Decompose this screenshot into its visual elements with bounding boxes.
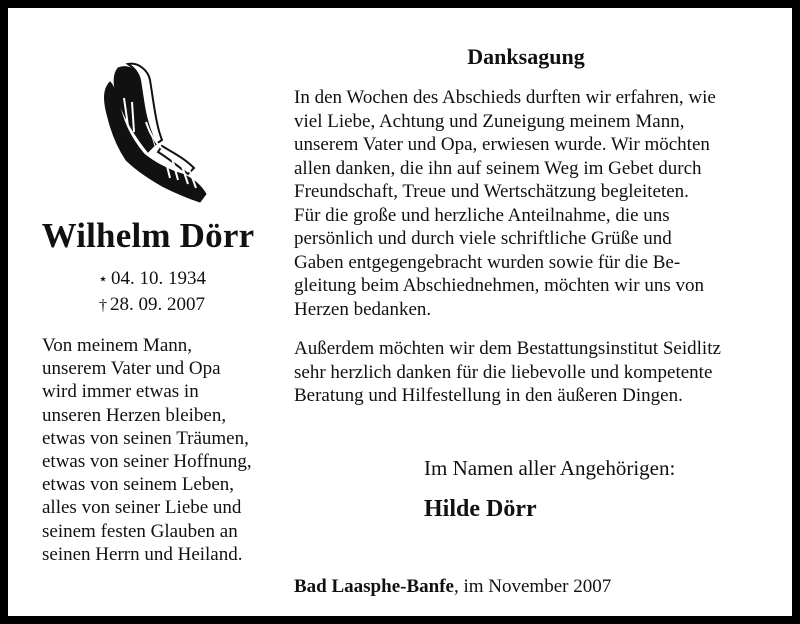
paragraph-line: Gaben entgegengebracht wurden sowie für die Be- (294, 251, 681, 273)
poem-line: etwas von seinen Träumen, (42, 427, 249, 449)
birth-date-row (28, 266, 276, 292)
paragraph-line: In den Wochen des Abschieds durften wir erfahren, wie (294, 87, 716, 108)
poem-line: wird immer etwas in (42, 381, 199, 403)
life-dates (28, 266, 276, 318)
star-icon: ⋆ (97, 271, 108, 288)
paragraph-line: Außerdem möchten wir dem Bestattungsinstitut Seidlitz (294, 338, 721, 359)
place-date-line (294, 576, 611, 598)
thanks-heading: Danksagung (467, 44, 585, 69)
praying-hands-icon (88, 62, 210, 204)
signer-name: Hilde Dörr (424, 496, 537, 522)
poem-line: etwas von seinem Leben, (42, 474, 235, 496)
poem-line: alles von seiner Liebe und (42, 497, 242, 519)
poem-line: seinen Herrn und Heiland. (42, 543, 243, 565)
paragraph-line: Freundschaft, Treue und Wertschätzung begleiteten. (294, 181, 689, 202)
paragraph-line: gleitung beim Abschiednehmen, möchten wir uns von (294, 275, 705, 296)
poem-line: seinem festen Glauben an (42, 520, 238, 542)
paragraph-line: allen danken, die ihn auf seinem Weg im Gebet durch (294, 157, 702, 179)
death-date-row (28, 292, 276, 318)
paragraph-line: Beratung und Hilfestellung in den äußeren Dingen. (294, 385, 683, 406)
poem-line: Von meinem Mann, (42, 335, 193, 356)
closing-line: Im Namen aller Angehörigen: (424, 456, 676, 480)
thanks-paragraph-2 (294, 337, 774, 408)
paragraph-line: viel Liebe, Achtung und Zuneigung meinem Mann, (294, 110, 685, 132)
thanks-paragraph-1 (294, 86, 774, 321)
notice-date: , im November 2007 (453, 576, 612, 597)
deceased-name: Wilhelm Dörr (41, 216, 255, 255)
memorial-poem (42, 334, 282, 566)
poem-line: unserem Vater und Opa (42, 358, 221, 380)
paragraph-line: Für die große und herzliche Anteilnahme, die uns (294, 204, 670, 226)
paragraph-line: unserem Vater und Opa, erwiesen wurde. Wir möchten (294, 134, 710, 155)
paragraph-line: persönlich und durch viele schriftliche Grüße und (294, 228, 672, 249)
death-date: 28. 09. 2007 (110, 294, 205, 315)
cross-icon: † (99, 297, 107, 314)
paragraph-line: sehr herzlich danken für die liebevolle und kompetente (294, 361, 713, 383)
poem-line: unseren Herzen bleiben, (42, 404, 227, 426)
poem-line: etwas von seiner Hoffnung, (42, 451, 252, 473)
paragraph-line: Herzen bedanken. (294, 298, 432, 320)
birth-date: 04. 10. 1934 (111, 268, 206, 289)
place-name: Bad Laasphe-Banfe (294, 576, 454, 597)
